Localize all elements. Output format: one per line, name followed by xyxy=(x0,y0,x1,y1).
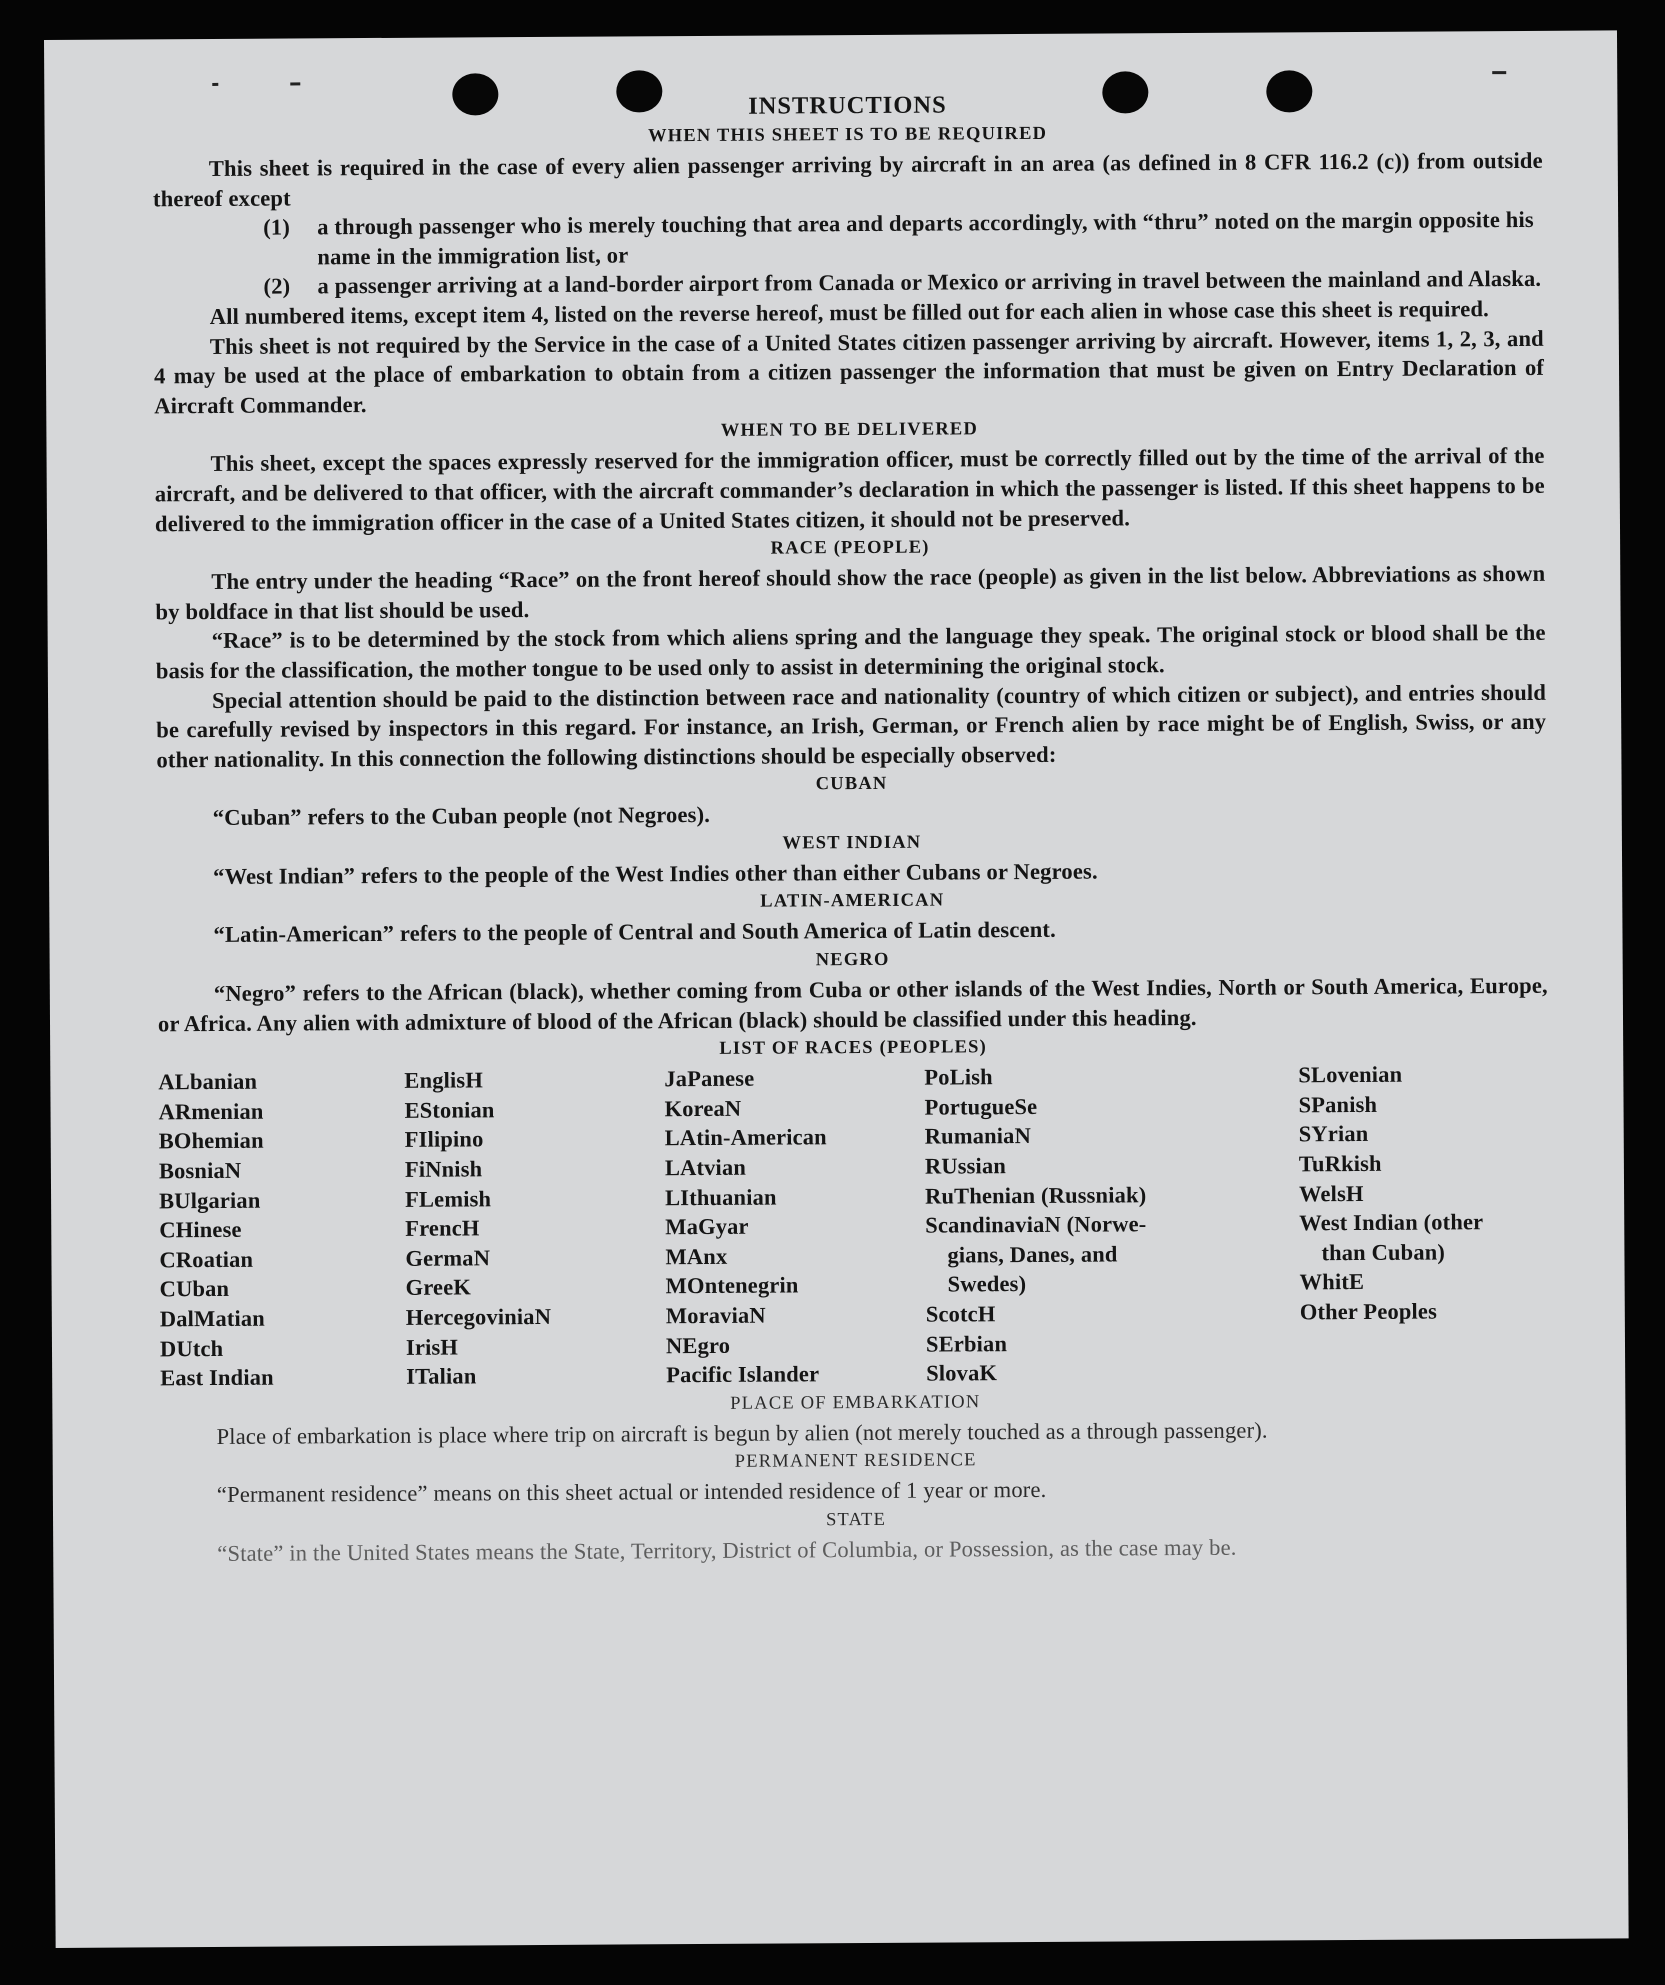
race-item: IrisH xyxy=(405,1334,459,1360)
race-item: FrencH xyxy=(405,1215,480,1242)
item-text: a through passenger who is merely touching that area and departs accordingly, with “thru” noted on the margin opposite his name in the immigration list, or xyxy=(317,207,1534,270)
race-item: LAtin-American xyxy=(664,1124,827,1151)
exception-item-1 xyxy=(153,205,1543,273)
section-heading-required: WHEN THIS SHEET IS TO BE REQUIRED xyxy=(647,123,1048,147)
race-item: ITalian xyxy=(406,1363,477,1389)
item-number: (2) xyxy=(263,273,291,300)
paragraph-required: This sheet is required in the case of every alien passenger arriving by aircraft in an area (as defined in 8 CFR 116.2 (c)) from outside thereof except xyxy=(152,147,1543,211)
item-number: (1) xyxy=(263,214,291,240)
heading-west-indian: WEST INDIAN xyxy=(782,832,922,854)
race-item: BOhemian xyxy=(158,1128,264,1154)
race-item: EStonian xyxy=(404,1097,495,1123)
race-item: BUlgarian xyxy=(159,1187,261,1213)
paragraph-citizen: This sheet is not required by the Service in the case of a United States citizen passenger arriving by aircraft. However, items 1, 2, 3, and 4 may be used at the place of embarkation to obtain from a citizen passenger the information that must be given on Entry Declaration of Aircraft Commander. xyxy=(153,325,1545,419)
race-item: KoreaN xyxy=(664,1095,742,1122)
race-item: SErbian xyxy=(925,1330,1008,1357)
item-text: a passenger arriving at a land-border airport from Canada or Mexico or arriving in travel between the mainland and Alaska. xyxy=(317,266,1542,299)
instructions-content xyxy=(152,87,1551,1569)
race-item: PortugueSe xyxy=(924,1093,1038,1120)
text-west-indian: “West Indian” refers to the people of the West Indies other than either Cubans or Negroes. xyxy=(213,858,1098,889)
paragraph-race-entry: The entry under the heading “Race” on the front hereof should show the race (people) as given in the list below. Abbreviations as shown by boldface in that list should be used. xyxy=(155,560,1546,625)
text-place-of-embarkation: Place of embarkation is place where trip on aircraft is begun by alien (not merely touched as a through passenger). xyxy=(216,1417,1268,1449)
race-item: East Indian xyxy=(160,1364,274,1391)
race-item: CUban xyxy=(159,1276,230,1302)
race-item: MoraviaN xyxy=(665,1302,766,1329)
text-permanent-residence: “Permanent residence” means on this sheet actual or intended residence of 1 year or more. xyxy=(216,1477,1047,1508)
text-negro: “Negro” refers to the African (black), whether coming from Cuba or other islands of the West Indies, North or South America, Europe, or Africa. Any alien with admixture of blood of the African (black) should be classified under this heading. xyxy=(157,972,1548,1036)
race-item: FLemish xyxy=(405,1185,492,1212)
race-item: MOntenegrin xyxy=(665,1272,799,1299)
races-column-1 xyxy=(158,1066,406,1393)
race-item: SLovenian xyxy=(1298,1061,1403,1088)
races-list xyxy=(158,1059,1550,1393)
section-heading-race: RACE (PEOPLE) xyxy=(770,537,930,559)
section-heading-delivered: WHEN TO BE DELIVERED xyxy=(720,419,979,442)
text-state: “State” in the United States means the State, Territory, District of Columbia, or Possession, as the case may be. xyxy=(217,1534,1237,1566)
race-item: gians, Danes, and xyxy=(947,1241,1118,1268)
heading-list-of-races: LIST OF RACES (PEOPLES) xyxy=(719,1037,988,1060)
race-item: JaPanese xyxy=(664,1065,755,1092)
race-item: RUssian xyxy=(924,1153,1007,1179)
races-column-2 xyxy=(404,1064,666,1391)
document-sheet xyxy=(44,30,1629,1948)
heading-permanent-residence: PERMANENT RESIDENCE xyxy=(734,1450,977,1473)
race-item: Pacific Islander xyxy=(666,1361,820,1388)
text-cuban: “Cuban” refers to the Cuban people (not Negroes). xyxy=(212,802,711,831)
races-column-3 xyxy=(664,1063,926,1390)
race-item: DalMatian xyxy=(159,1305,265,1332)
race-item: BosniaN xyxy=(158,1157,242,1184)
race-item: DUtch xyxy=(159,1335,224,1361)
race-item: MAnx xyxy=(665,1243,728,1270)
race-item: Other Peoples xyxy=(1299,1298,1438,1325)
paragraph-race-stock: “Race” is to be determined by the stock from which aliens spring and the language they speak. The original stock or blood shall be the basis for the classification, the mother tongue to be used only to assist in determining the original stock. xyxy=(155,620,1546,684)
race-item: LAtvian xyxy=(664,1154,747,1181)
race-item: Swedes) xyxy=(947,1271,1027,1297)
heading-latin-american: LATIN-AMERICAN xyxy=(760,890,945,913)
race-item: CHinese xyxy=(159,1217,242,1243)
race-item: GermaN xyxy=(405,1245,491,1271)
race-item: TuRkish xyxy=(1298,1150,1382,1177)
race-item: MaGyar xyxy=(665,1213,749,1240)
races-column-4 xyxy=(924,1061,1300,1389)
heading-cuban: CUBAN xyxy=(815,774,888,795)
race-item: ALbanian xyxy=(158,1068,258,1095)
heading-state: STATE xyxy=(825,1509,887,1531)
text-latin-american: “Latin-American” refers to the people of Central and South America of Latin descent. xyxy=(213,917,1056,948)
race-item: PoLish xyxy=(924,1064,993,1090)
paragraph-delivered: This sheet, except the spaces expressly reserved for the immigration officer, must be correctly filled out by the time of the arrival of the aircraft, and be delivered to that officer, with the aircraft commander’s declaration in which the passenger is listed. If this sheet happens to be delivered to the immigration officer in the case of a United States citizen, it should not be preserved. xyxy=(154,443,1545,536)
race-item: than Cuban) xyxy=(1321,1239,1446,1266)
heading-negro: NEGRO xyxy=(815,949,890,971)
scan-mark xyxy=(290,82,300,85)
race-item: ScandinaviaN (Norwe- xyxy=(925,1211,1147,1238)
race-item: SlovaK xyxy=(926,1360,998,1386)
race-item: ScotcH xyxy=(925,1301,996,1327)
race-item: HercegoviniaN xyxy=(405,1303,552,1330)
race-item: SYrian xyxy=(1298,1121,1369,1147)
race-item: GreeK xyxy=(405,1274,472,1301)
paragraph-numbered-items: All numbered items, except item 4, listed on the reverse hereof, must be filled out for each alien in whose case this sheet is required. xyxy=(209,296,1489,329)
scan-mark xyxy=(1492,71,1506,74)
paragraph-race-nationality: Special attention should be paid to the distinction between race and nationality (country of which citizen or subject), and entries should be carefully revised by inspectors in this regard. For instance, an Irish, German, or French alien by race might be of English, Swiss, or any other nationality. In this connection the following distinctions should be especially observed: xyxy=(156,679,1547,773)
race-item: RuThenian (Russniak) xyxy=(925,1181,1147,1209)
race-item: FiNnish xyxy=(404,1156,483,1182)
page-title: INSTRUCTIONS xyxy=(748,91,947,120)
race-item: WhitE xyxy=(1299,1269,1365,1295)
race-item: EnglisH xyxy=(404,1067,484,1094)
scan-mark xyxy=(212,83,218,86)
race-item: West Indian (other xyxy=(1299,1209,1484,1236)
race-item: RumaniaN xyxy=(924,1123,1032,1150)
race-item: CRoatian xyxy=(159,1246,254,1273)
races-column-5 xyxy=(1298,1059,1550,1386)
race-item: NEgro xyxy=(665,1332,731,1358)
race-item: SPanish xyxy=(1298,1091,1378,1118)
race-item: ARmenian xyxy=(158,1098,264,1125)
race-item: LIthuanian xyxy=(665,1184,777,1210)
heading-place-of-embarkation: PLACE OF EMBARKATION xyxy=(730,1392,981,1414)
race-item: WelsH xyxy=(1298,1180,1364,1206)
race-item: FIlipino xyxy=(404,1126,484,1153)
